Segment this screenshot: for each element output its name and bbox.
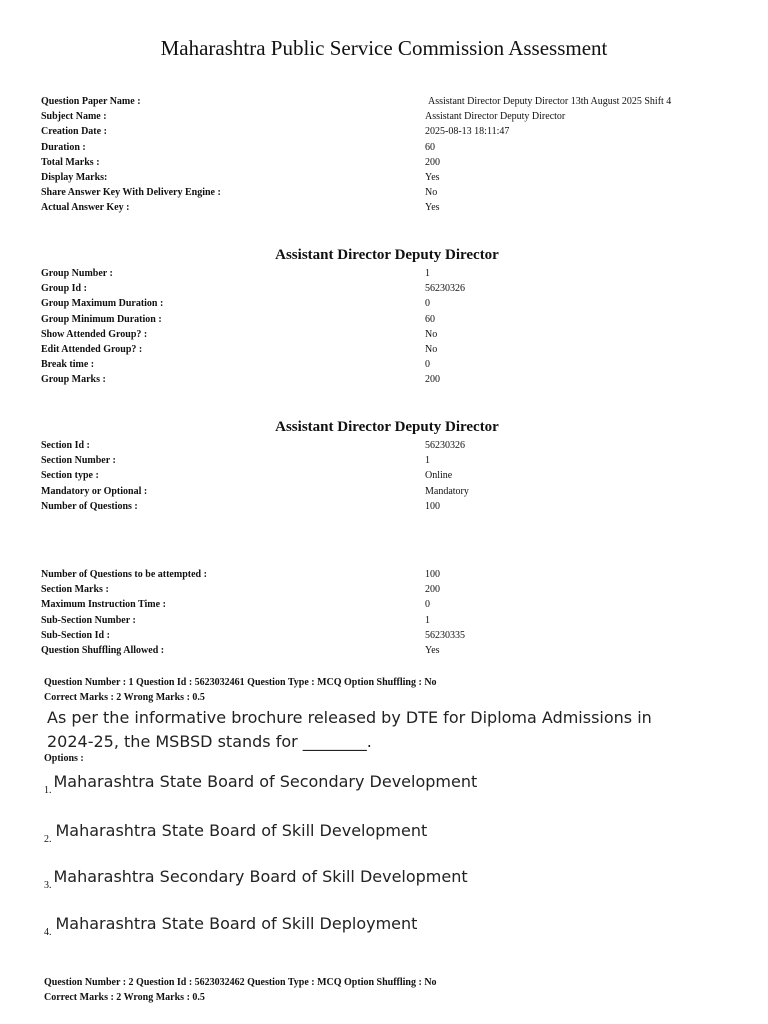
info-value: 0 bbox=[425, 359, 430, 371]
info-label: Edit Attended Group? : bbox=[41, 343, 143, 355]
section-info-row bbox=[41, 468, 721, 483]
paper-info-row bbox=[41, 185, 721, 200]
info-label: Share Answer Key With Delivery Engine : bbox=[41, 187, 221, 199]
question-1-meta bbox=[44, 675, 437, 705]
info-value: 56230326 bbox=[425, 283, 465, 295]
question-2-meta bbox=[44, 975, 437, 1005]
section-info-table bbox=[41, 438, 721, 514]
option-text: Maharashtra Secondary Board of Skill Development bbox=[53, 867, 468, 886]
info-label: Group Minimum Duration : bbox=[41, 313, 162, 325]
group-info-row bbox=[41, 281, 721, 296]
info-value: 60 bbox=[425, 313, 435, 325]
subsection-info-row bbox=[41, 567, 721, 582]
info-label: Maximum Instruction Time : bbox=[41, 599, 166, 611]
group-info-row bbox=[41, 342, 721, 357]
question-text-line: As per the informative brochure released by DTE for Diploma Admissions in bbox=[47, 708, 652, 727]
info-value: 0 bbox=[425, 298, 430, 310]
info-label: Group Maximum Duration : bbox=[41, 298, 164, 310]
info-value: No bbox=[425, 343, 438, 355]
group-info-row bbox=[41, 372, 721, 387]
info-value: 60 bbox=[425, 141, 435, 153]
option-1 bbox=[44, 772, 478, 796]
info-value: 56230335 bbox=[425, 629, 465, 641]
info-label: Section type : bbox=[41, 470, 99, 482]
info-value: 200 bbox=[425, 584, 440, 596]
paper-info-row bbox=[41, 200, 721, 215]
option-number: 2. bbox=[44, 834, 52, 845]
info-value: Assistant Director Deputy Director 13th August 2025 Shift 4 bbox=[428, 96, 672, 107]
section-heading: Assistant Director Deputy Director bbox=[275, 419, 499, 435]
group-info-row bbox=[41, 312, 721, 327]
info-value: Assistant Director Deputy Director bbox=[425, 111, 566, 123]
info-label: Total Marks : bbox=[41, 156, 100, 168]
info-label: Sub-Section Id : bbox=[41, 629, 110, 641]
section-info-row bbox=[41, 453, 721, 468]
option-number: 3. bbox=[44, 880, 52, 891]
info-label: Number of Questions : bbox=[41, 500, 138, 512]
question-meta-line: Question Number : 2 Question Id : 5623032462 Question Type : MCQ Option Shuffling : No bbox=[44, 977, 437, 988]
info-value: 100 bbox=[425, 569, 440, 580]
info-value: 100 bbox=[425, 500, 440, 512]
info-value: Mandatory bbox=[425, 485, 469, 497]
info-value: 1 bbox=[425, 268, 430, 279]
option-4 bbox=[44, 914, 418, 938]
info-label: Question Shuffling Allowed : bbox=[41, 644, 165, 656]
info-label: Number of Questions to be attempted : bbox=[41, 569, 207, 580]
options-label: Options : bbox=[44, 753, 84, 764]
info-label: Creation Date : bbox=[41, 126, 107, 138]
info-value: Yes bbox=[425, 202, 440, 214]
info-label: Sub-Section Number : bbox=[41, 614, 136, 626]
info-value: 200 bbox=[425, 374, 440, 386]
option-2 bbox=[44, 821, 428, 845]
group-info-table bbox=[41, 266, 721, 388]
question-marks-line: Correct Marks : 2 Wrong Marks : 0.5 bbox=[44, 992, 205, 1003]
section-info-row bbox=[41, 499, 721, 514]
paper-info-row bbox=[41, 170, 721, 185]
group-info-row bbox=[41, 266, 721, 281]
info-label: Subject Name : bbox=[41, 111, 107, 123]
option-3 bbox=[44, 867, 468, 891]
paper-info-table bbox=[41, 94, 721, 216]
info-value: Online bbox=[425, 470, 453, 482]
option-number: 4. bbox=[44, 927, 52, 938]
group-info-row bbox=[41, 296, 721, 311]
info-label: Duration : bbox=[41, 141, 86, 153]
info-label: Break time : bbox=[41, 359, 95, 371]
info-label: Group Id : bbox=[41, 283, 87, 295]
group-heading: Assistant Director Deputy Director bbox=[275, 247, 499, 263]
info-value: 1 bbox=[425, 614, 430, 626]
info-value: 56230326 bbox=[425, 440, 465, 451]
info-label: Show Attended Group? : bbox=[41, 328, 148, 340]
question-1-text bbox=[47, 706, 707, 754]
subsection-info-row bbox=[41, 643, 721, 658]
paper-info-row bbox=[41, 124, 721, 139]
paper-info-row bbox=[41, 109, 721, 124]
section-info-row bbox=[41, 438, 721, 453]
question-marks-line: Correct Marks : 2 Wrong Marks : 0.5 bbox=[44, 692, 205, 703]
subsection-info-row bbox=[41, 628, 721, 643]
info-label: Section Number : bbox=[41, 455, 116, 467]
info-value: Yes bbox=[425, 171, 440, 183]
group-info-row bbox=[41, 327, 721, 342]
info-label: Section Id : bbox=[41, 440, 90, 451]
info-label: Section Marks : bbox=[41, 584, 109, 596]
paper-info-row bbox=[41, 155, 721, 170]
paper-info-row bbox=[41, 94, 721, 109]
info-value: No bbox=[425, 187, 438, 199]
info-label: Question Paper Name : bbox=[41, 96, 141, 107]
option-text: Maharashtra State Board of Skill Development bbox=[55, 821, 428, 840]
paper-info-row bbox=[41, 140, 721, 155]
section-info-row bbox=[41, 484, 721, 499]
info-label: Group Marks : bbox=[41, 374, 106, 386]
option-number: 1. bbox=[44, 785, 52, 796]
info-label: Display Marks: bbox=[41, 171, 108, 183]
info-value: 2025-08-13 18:11:47 bbox=[425, 126, 510, 138]
info-value: 0 bbox=[425, 599, 430, 611]
subsection-info-row bbox=[41, 613, 721, 628]
info-value: No bbox=[425, 328, 438, 340]
info-label: Mandatory or Optional : bbox=[41, 485, 148, 497]
option-text: Maharashtra State Board of Secondary Development bbox=[53, 772, 478, 791]
info-value: 1 bbox=[425, 455, 430, 467]
subsection-info-row bbox=[41, 582, 721, 597]
info-value: 200 bbox=[425, 156, 440, 168]
page-title: Maharashtra Public Service Commission Assessment bbox=[160, 36, 608, 60]
info-label: Actual Answer Key : bbox=[41, 202, 130, 214]
info-label: Group Number : bbox=[41, 268, 113, 279]
question-text-line: 2024-25, the MSBSD stands for ________. bbox=[47, 732, 372, 751]
subsection-info-row bbox=[41, 597, 721, 612]
subsection-info-table bbox=[41, 567, 721, 658]
group-info-row bbox=[41, 357, 721, 372]
option-text: Maharashtra State Board of Skill Deployment bbox=[55, 914, 418, 933]
question-meta-line: Question Number : 1 Question Id : 5623032461 Question Type : MCQ Option Shuffling : No bbox=[44, 677, 437, 688]
info-value: Yes bbox=[425, 644, 440, 656]
